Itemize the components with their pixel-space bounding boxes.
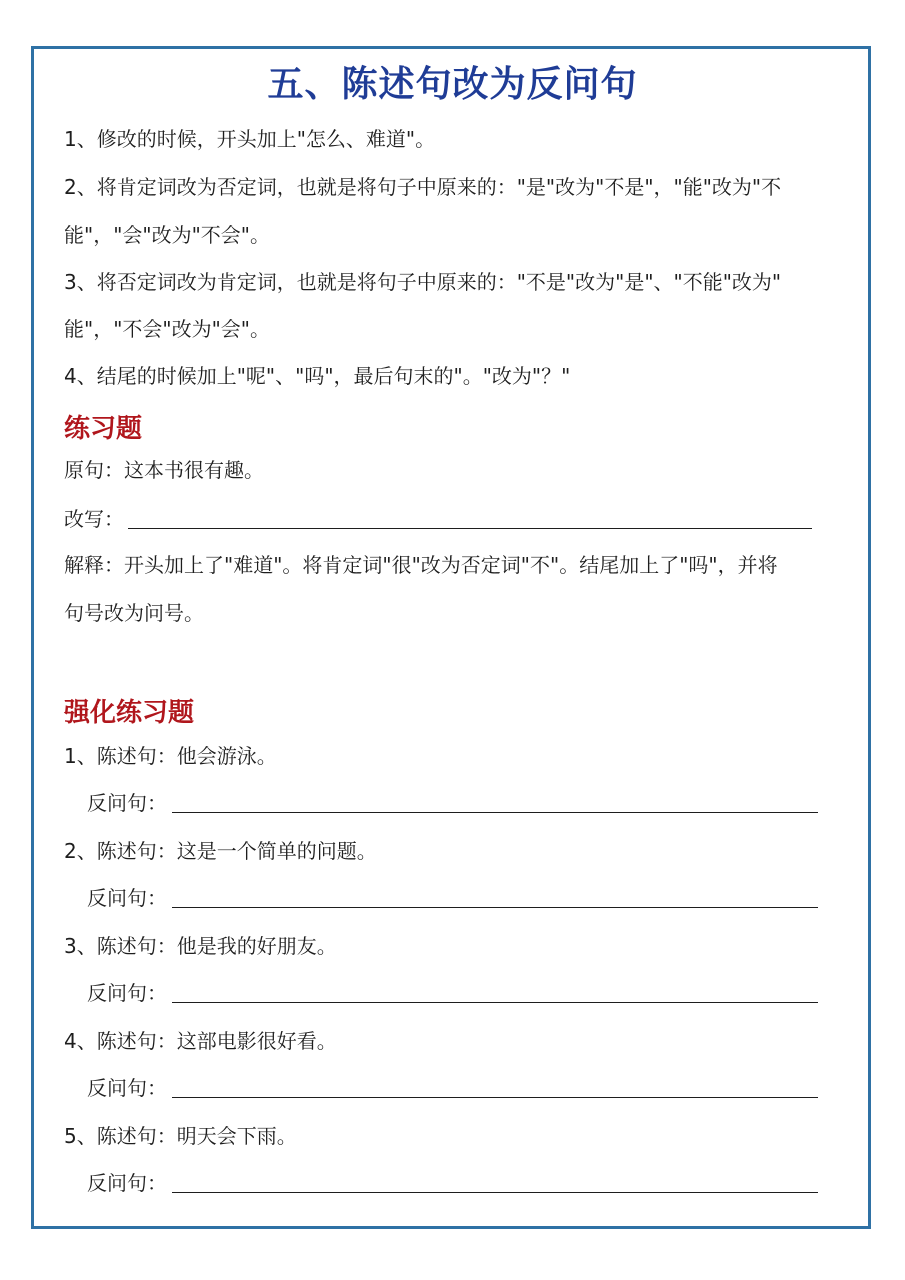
rule-2: 2、将肯定词改为否定词，也就是将句子中原来的："是"改为"不是"，"能"改为"不 [64, 175, 782, 199]
exercise-4: 4、陈述句：这部电影很好看。 [64, 1029, 337, 1053]
rule-2-cont: 能"，"会"改为"不会"。 [64, 223, 270, 247]
answer-line-4[interactable] [172, 1097, 818, 1098]
page-title: 五、陈述句改为反问句 [267, 64, 638, 105]
answer-line-3[interactable] [172, 1002, 818, 1003]
answer-line-5[interactable] [172, 1192, 818, 1193]
explanation-line-2: 句号改为问号。 [64, 601, 204, 625]
reinforce-heading: 强化练习题 [64, 698, 195, 728]
rule-3-cont: 能"，"不会"改为"会"。 [64, 317, 270, 341]
practice-heading: 练习题 [64, 414, 143, 444]
answer-line-2[interactable] [172, 907, 818, 908]
answer-label-5: 反问句： [87, 1171, 167, 1195]
exercise-1: 1、陈述句：他会游泳。 [64, 744, 277, 768]
answer-label-1: 反问句： [87, 791, 167, 815]
rule-4: 4、结尾的时候加上"呢"、"吗"，最后句末的"。"改为"？" [64, 364, 571, 388]
explanation-line-1: 解释：开头加上了"难道"。将肯定词"很"改为否定词"不"。结尾加上了"吗"，并将 [64, 553, 778, 577]
answer-line-1[interactable] [172, 812, 818, 813]
rule-1: 1、修改的时候，开头加上"怎么、难道"。 [64, 127, 436, 151]
answer-label-4: 反问句： [87, 1076, 167, 1100]
answer-label-2: 反问句： [87, 886, 167, 910]
exercise-2: 2、陈述句：这是一个简单的问题。 [64, 839, 377, 863]
original-sentence: 原句：这本书很有趣。 [64, 458, 264, 482]
exercise-3: 3、陈述句：他是我的好朋友。 [64, 934, 337, 958]
exercise-5: 5、陈述句：明天会下雨。 [64, 1124, 297, 1148]
answer-label-3: 反问句： [87, 981, 167, 1005]
rule-3: 3、将否定词改为肯定词，也就是将句子中原来的："不是"改为"是"、"不能"改为" [64, 270, 782, 294]
rewrite-answer-line[interactable] [128, 528, 812, 529]
rewrite-label: 改写： [64, 507, 124, 531]
